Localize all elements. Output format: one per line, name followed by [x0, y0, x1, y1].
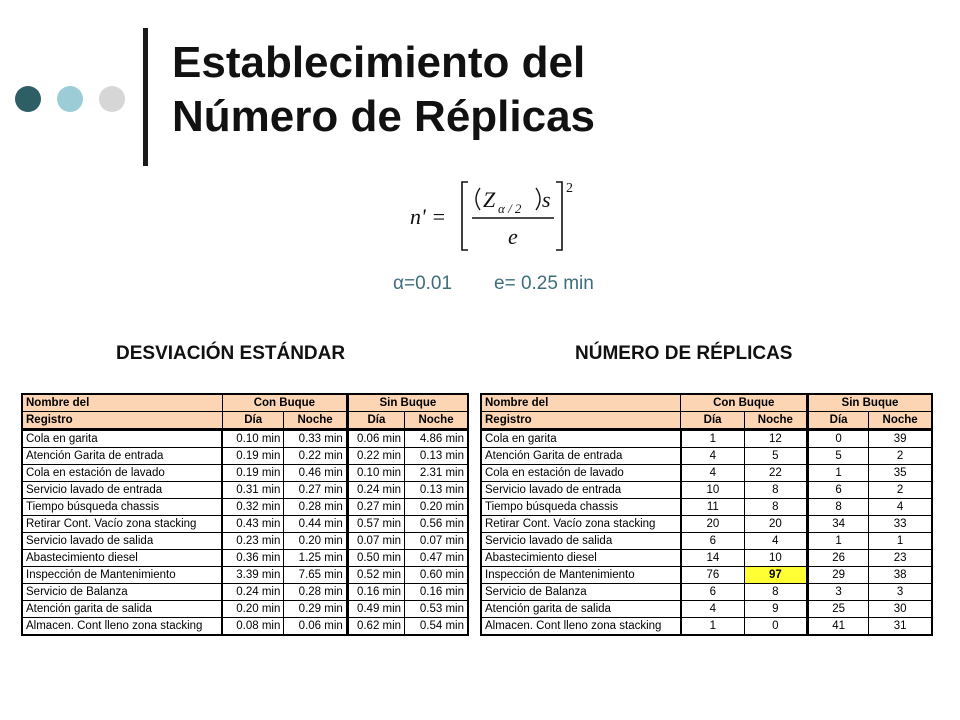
value-cell: 0.10 min	[222, 430, 283, 448]
value-cell: 1	[807, 465, 868, 482]
header-group-sin-buque: Sin Buque	[347, 394, 468, 412]
value-cell: 97	[744, 567, 807, 584]
value-cell: 0.10 min	[347, 465, 404, 482]
header-name-line1: Nombre del	[22, 394, 222, 412]
value-cell: 0	[744, 618, 807, 636]
dot-dark	[15, 86, 41, 112]
row-name-cell: Atención garita de salida	[481, 601, 681, 618]
formula-e: e	[508, 224, 518, 249]
value-cell: 8	[807, 499, 868, 516]
header-name-line2: Registro	[481, 412, 681, 430]
value-cell: 0.50 min	[347, 550, 404, 567]
row-name-cell: Atención garita de salida	[22, 601, 222, 618]
table-row	[481, 584, 932, 601]
row-name-cell: Abastecimiento diesel	[22, 550, 222, 567]
formula-right-bracket	[556, 182, 562, 250]
value-cell: 33	[869, 516, 932, 533]
replicas-table	[480, 393, 933, 636]
value-cell: 0.44 min	[284, 516, 347, 533]
table-subheader-row	[481, 412, 932, 430]
slide-title-line-1: Establecimiento del	[172, 38, 586, 87]
value-cell: 34	[807, 516, 868, 533]
table-row	[22, 499, 468, 516]
table-row	[22, 516, 468, 533]
table-row	[481, 601, 932, 618]
value-cell: 2	[869, 448, 932, 465]
row-name-cell: Cola en garita	[481, 430, 681, 448]
value-cell: 41	[807, 618, 868, 636]
header-night-2: Noche	[405, 412, 468, 430]
value-cell: 1	[681, 430, 744, 448]
value-cell: 22	[744, 465, 807, 482]
error-parameter: e= 0.25 min	[494, 273, 594, 294]
formula-paren-left	[476, 188, 480, 210]
value-cell: 10	[744, 550, 807, 567]
value-cell: 5	[807, 448, 868, 465]
header-name-line2: Registro	[22, 412, 222, 430]
value-cell: 8	[744, 499, 807, 516]
value-cell: 0.60 min	[405, 567, 468, 584]
row-name-cell: Abastecimiento diesel	[481, 550, 681, 567]
value-cell: 8	[744, 584, 807, 601]
value-cell: 0.36 min	[222, 550, 283, 567]
value-cell: 0.32 min	[222, 499, 283, 516]
value-cell: 0.43 min	[222, 516, 283, 533]
value-cell: 4	[681, 601, 744, 618]
value-cell: 0.13 min	[405, 482, 468, 499]
value-cell: 0.56 min	[405, 516, 468, 533]
row-name-cell: Servicio de Balanza	[481, 584, 681, 601]
row-name-cell: Atención Garita de entrada	[22, 448, 222, 465]
table-row	[481, 567, 932, 584]
table-row	[22, 550, 468, 567]
table-row	[481, 533, 932, 550]
value-cell: 8	[744, 482, 807, 499]
dot-light-blue	[57, 86, 83, 112]
value-cell: 0.27 min	[347, 499, 404, 516]
table-row	[22, 567, 468, 584]
value-cell: 6	[681, 584, 744, 601]
value-cell: 0.54 min	[405, 618, 468, 636]
header-night-2: Noche	[869, 412, 932, 430]
table-row	[481, 516, 932, 533]
value-cell: 0.29 min	[284, 601, 347, 618]
header-name-line1: Nombre del	[481, 394, 681, 412]
row-name-cell: Retirar Cont. Vacío zona stacking	[481, 516, 681, 533]
table-row	[22, 618, 468, 636]
value-cell: 0.07 min	[347, 533, 404, 550]
table-row	[481, 430, 932, 448]
value-cell: 0	[807, 430, 868, 448]
alpha-parameter: α=0.01	[393, 273, 453, 294]
title-divider	[143, 28, 148, 166]
value-cell: 76	[681, 567, 744, 584]
value-cell: 0.31 min	[222, 482, 283, 499]
header-night-1: Noche	[744, 412, 807, 430]
formula-s: s	[542, 187, 551, 212]
value-cell: 31	[869, 618, 932, 636]
value-cell: 0.16 min	[405, 584, 468, 601]
table-row	[22, 584, 468, 601]
table-row	[22, 533, 468, 550]
value-cell: 4	[744, 533, 807, 550]
decorative-dots	[15, 86, 125, 114]
std-dev-table	[21, 393, 469, 636]
table-row	[22, 448, 468, 465]
table-row	[481, 465, 932, 482]
value-cell: 14	[681, 550, 744, 567]
value-cell: 0.62 min	[347, 618, 404, 636]
formula-paren-right	[536, 188, 540, 210]
table-row	[22, 430, 468, 448]
value-cell: 0.33 min	[284, 430, 347, 448]
value-cell: 0.23 min	[222, 533, 283, 550]
header-day-1: Día	[222, 412, 283, 430]
table-row	[481, 499, 932, 516]
value-cell: 6	[681, 533, 744, 550]
value-cell: 3	[807, 584, 868, 601]
value-cell: 0.46 min	[284, 465, 347, 482]
formula-exponent: 2	[566, 181, 573, 196]
value-cell: 26	[807, 550, 868, 567]
replicas-formula	[408, 178, 588, 256]
row-name-cell: Servicio lavado de entrada	[22, 482, 222, 499]
header-day-2: Día	[347, 412, 404, 430]
formula-lhs: n' =	[410, 204, 447, 229]
value-cell: 0.57 min	[347, 516, 404, 533]
value-cell: 0.20 min	[222, 601, 283, 618]
row-name-cell: Tiempo búsqueda chassis	[22, 499, 222, 516]
table-header-row	[22, 394, 468, 412]
value-cell: 20	[744, 516, 807, 533]
value-cell: 0.19 min	[222, 465, 283, 482]
row-name-cell: Servicio lavado de salida	[481, 533, 681, 550]
header-group-sin-buque: Sin Buque	[807, 394, 932, 412]
dot-gray	[99, 86, 125, 112]
table-row	[22, 465, 468, 482]
formula-subscript: α / 2	[498, 201, 522, 216]
row-name-cell: Cola en estación de lavado	[22, 465, 222, 482]
value-cell: 3	[869, 584, 932, 601]
header-night-1: Noche	[284, 412, 347, 430]
value-cell: 0.52 min	[347, 567, 404, 584]
value-cell: 23	[869, 550, 932, 567]
value-cell: 0.07 min	[405, 533, 468, 550]
row-name-cell: Cola en garita	[22, 430, 222, 448]
table-header-row	[481, 394, 932, 412]
row-name-cell: Almacen. Cont lleno zona stacking	[22, 618, 222, 636]
header-group-con-buque: Con Buque	[222, 394, 347, 412]
value-cell: 10	[681, 482, 744, 499]
value-cell: 1	[807, 533, 868, 550]
value-cell: 0.22 min	[284, 448, 347, 465]
value-cell: 6	[807, 482, 868, 499]
value-cell: 0.22 min	[347, 448, 404, 465]
table-subheader-row	[22, 412, 468, 430]
value-cell: 0.19 min	[222, 448, 283, 465]
table-row	[481, 482, 932, 499]
value-cell: 0.06 min	[284, 618, 347, 636]
value-cell: 0.06 min	[347, 430, 404, 448]
row-name-cell: Servicio lavado de entrada	[481, 482, 681, 499]
value-cell: 0.24 min	[222, 584, 283, 601]
value-cell: 2.31 min	[405, 465, 468, 482]
value-cell: 12	[744, 430, 807, 448]
value-cell: 0.49 min	[347, 601, 404, 618]
value-cell: 0.13 min	[405, 448, 468, 465]
value-cell: 30	[869, 601, 932, 618]
header-day-2: Día	[807, 412, 868, 430]
slide-title	[172, 36, 595, 144]
slide-title-line-2: Número de Réplicas	[172, 92, 596, 141]
replicas-section-title: NÚMERO DE RÉPLICAS	[575, 343, 793, 364]
value-cell: 7.65 min	[284, 567, 347, 584]
table-row	[22, 601, 468, 618]
value-cell: 35	[869, 465, 932, 482]
value-cell: 29	[807, 567, 868, 584]
value-cell: 11	[681, 499, 744, 516]
value-cell: 0.20 min	[405, 499, 468, 516]
value-cell: 9	[744, 601, 807, 618]
value-cell: 38	[869, 567, 932, 584]
row-name-cell: Inspección de Mantenimiento	[22, 567, 222, 584]
formula-z: Z	[483, 187, 496, 212]
value-cell: 0.53 min	[405, 601, 468, 618]
value-cell: 39	[869, 430, 932, 448]
value-cell: 0.08 min	[222, 618, 283, 636]
value-cell: 0.20 min	[284, 533, 347, 550]
value-cell: 4	[681, 465, 744, 482]
table-row	[481, 550, 932, 567]
value-cell: 0.28 min	[284, 499, 347, 516]
table-row	[22, 482, 468, 499]
value-cell: 2	[869, 482, 932, 499]
formula-left-bracket	[462, 182, 468, 250]
row-name-cell: Inspección de Mantenimiento	[481, 567, 681, 584]
table-row	[481, 448, 932, 465]
table-row	[481, 618, 932, 636]
row-name-cell: Retirar Cont. Vacío zona stacking	[22, 516, 222, 533]
value-cell: 0.47 min	[405, 550, 468, 567]
value-cell: 0.27 min	[284, 482, 347, 499]
value-cell: 1.25 min	[284, 550, 347, 567]
row-name-cell: Atención Garita de entrada	[481, 448, 681, 465]
value-cell: 0.24 min	[347, 482, 404, 499]
value-cell: 4	[681, 448, 744, 465]
row-name-cell: Tiempo búsqueda chassis	[481, 499, 681, 516]
value-cell: 4	[869, 499, 932, 516]
value-cell: 4.86 min	[405, 430, 468, 448]
value-cell: 1	[869, 533, 932, 550]
value-cell: 1	[681, 618, 744, 636]
header-group-con-buque: Con Buque	[681, 394, 808, 412]
row-name-cell: Servicio de Balanza	[22, 584, 222, 601]
std-dev-section-title: DESVIACIÓN ESTÁNDAR	[116, 343, 346, 364]
row-name-cell: Almacen. Cont lleno zona stacking	[481, 618, 681, 636]
header-day-1: Día	[681, 412, 744, 430]
value-cell: 25	[807, 601, 868, 618]
value-cell: 0.16 min	[347, 584, 404, 601]
row-name-cell: Servicio lavado de salida	[22, 533, 222, 550]
value-cell: 3.39 min	[222, 567, 283, 584]
value-cell: 0.28 min	[284, 584, 347, 601]
value-cell: 20	[681, 516, 744, 533]
row-name-cell: Cola en estación de lavado	[481, 465, 681, 482]
value-cell: 5	[744, 448, 807, 465]
